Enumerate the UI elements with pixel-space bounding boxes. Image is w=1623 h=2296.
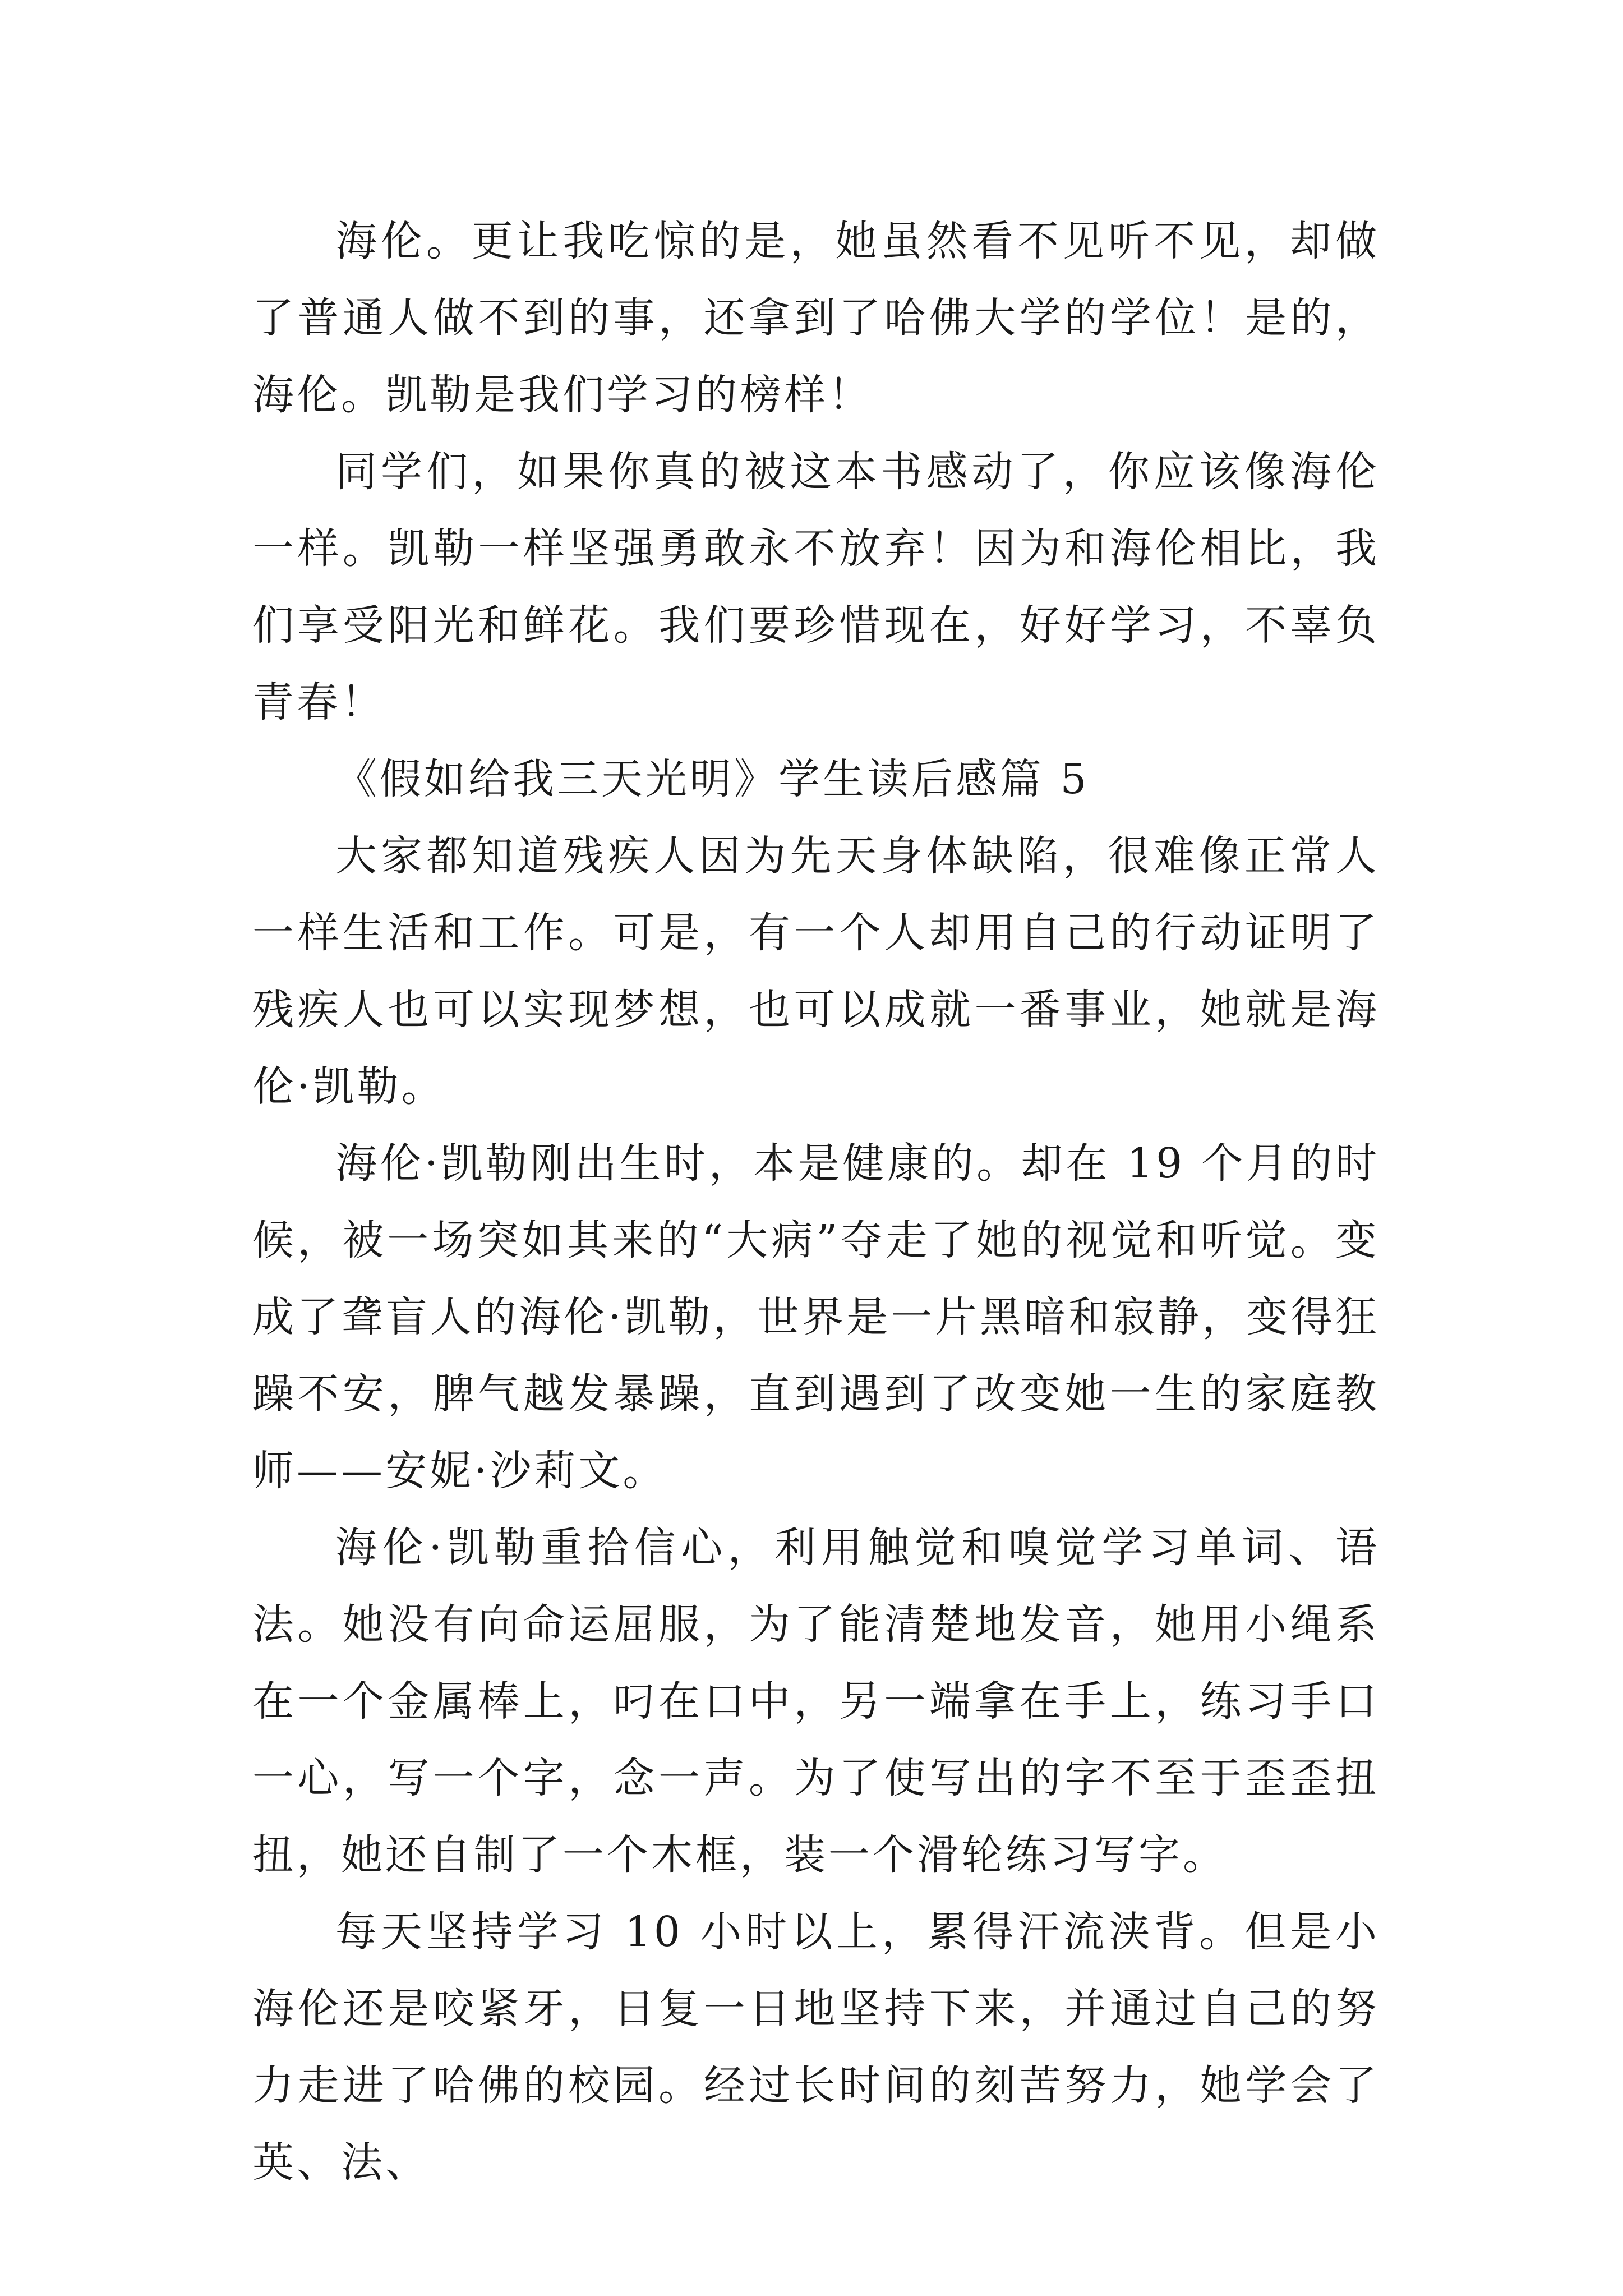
paragraph-5: 海伦·凯勒重拾信心，利用触觉和嗅觉学习单词、语法。她没有向命运屈服，为了能清楚地发音，她用小绳系在一个金属棒上，叼在口中，另一端拿在手上，练习手口一心，写一个字，念一声。为了使写出的字不至于歪歪扭扭，她还自制了一个木框，装一个滑轮练习写字。 [252,1524,1380,1879]
section-heading: 《假如给我三天光明》学生读后感篇 5 [335,755,1090,803]
paragraph-1: 海伦。更让我吃惊的是，她虽然看不见听不见，却做了普通人做不到的事，还拿到了哈佛大学的学位！是的，海伦。凯勒是我们学习的榜样！ [252,217,1380,419]
document-body [252,203,1380,2201]
paragraph-6: 每天坚持学习 10 小时以上，累得汗流浃背。但是小海伦还是咬紧牙，日复一日地坚持下来，并通过自己的努力走进了哈佛的校园。经过长时间的刻苦努力，她学会了英、法、 [252,1908,1380,2187]
paragraph-4: 海伦·凯勒刚出生时，本是健康的。却在 19 个月的时候，被一场突如其来的“大病”夺走了她的视觉和听觉。变成了聋盲人的海伦·凯勒，世界是一片黑暗和寂静，变得狂躁不安，脾气越发暴躁，直到遇到了改变她一生的家庭教师——安妮·沙莉文。 [252,1139,1380,1495]
paragraph-2: 同学们，如果你真的被这本书感动了，你应该像海伦一样。凯勒一样坚强勇敢永不放弃！因为和海伦相比，我们享受阳光和鲜花。我们要珍惜现在，好好学习，不辜负青春！ [252,448,1380,726]
paragraph-3: 大家都知道残疾人因为先天身体缺陷，很难像正常人一样生活和工作。可是，有一个人却用自己的行动证明了残疾人也可以实现梦想，也可以成就一番事业，她就是海伦·凯勒。 [252,832,1380,1111]
